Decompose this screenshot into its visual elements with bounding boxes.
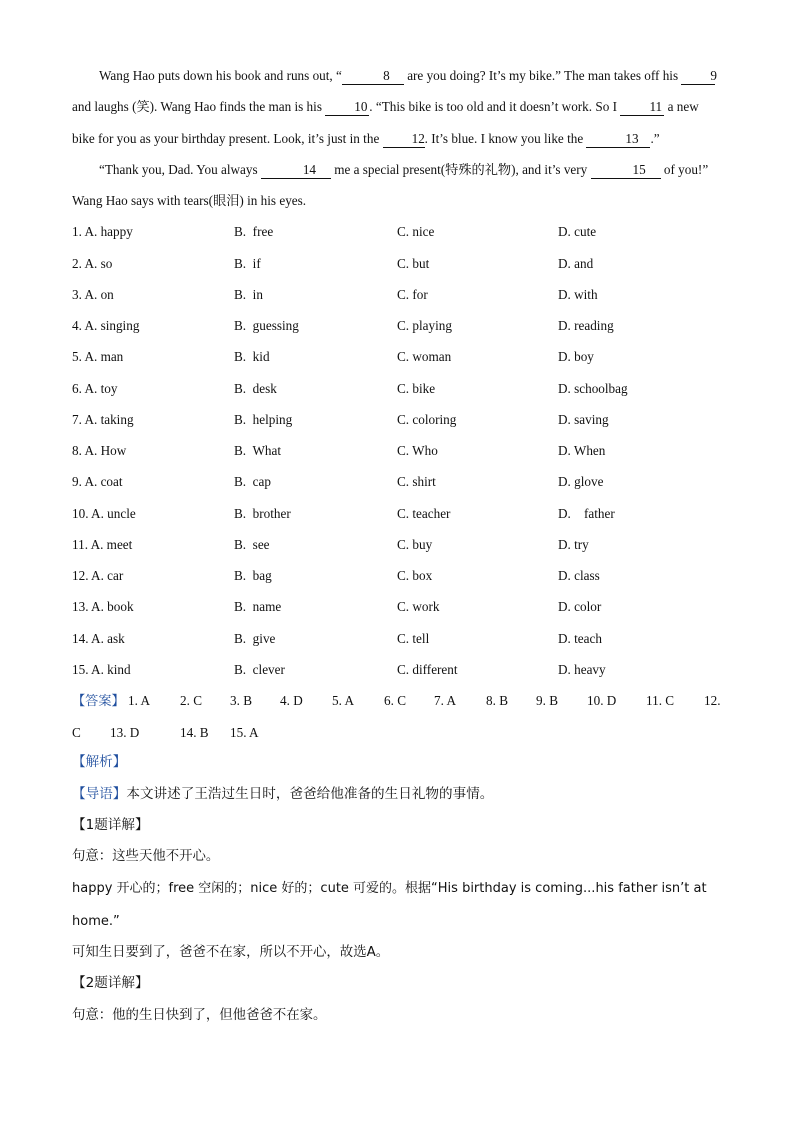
passage-text: of you!” Wang Hao says with tears(眼泪) in his eyes. bbox=[72, 161, 709, 209]
answer-item: 6. C bbox=[384, 693, 406, 709]
option-choice: D. heavy bbox=[558, 661, 606, 677]
option-choice: C. playing bbox=[397, 318, 452, 334]
option-choice: C. box bbox=[397, 568, 433, 584]
option-choice: C. Who bbox=[397, 443, 438, 459]
option-row bbox=[72, 466, 722, 497]
option-row bbox=[72, 529, 722, 560]
option-choice: D. with bbox=[558, 286, 598, 302]
option-choice: D. class bbox=[558, 568, 600, 584]
blank-12: 12 bbox=[383, 131, 425, 148]
option-choice: D. cute bbox=[558, 224, 597, 240]
passage-text: . It’s blue. I know you like the bbox=[424, 130, 587, 146]
option-choice: 15. A. kind bbox=[72, 661, 131, 677]
q2-meaning: 句意：他的生日快到了，但他爸爸不在家。 bbox=[72, 1007, 327, 1023]
intro-text: 本文讲述了王浩过生日时，爸爸给他准备的生日礼物的事情。 bbox=[126, 785, 494, 802]
option-choice: D. saving bbox=[558, 411, 609, 427]
option-choice: B. desk bbox=[234, 380, 277, 396]
answer-item: 5. A bbox=[332, 693, 354, 709]
option-choice: 6. A. toy bbox=[72, 380, 118, 396]
option-row bbox=[72, 498, 722, 529]
passage-text: and laughs (笑). Wang Hao finds the man is his bbox=[72, 99, 326, 115]
option-choice: C. nice bbox=[397, 224, 435, 240]
option-choice: 12. A. car bbox=[72, 568, 124, 584]
answer-item: 12. bbox=[704, 693, 721, 709]
option-choice: D. and bbox=[558, 255, 594, 271]
answer-item: 4. D bbox=[280, 693, 303, 709]
analysis-heading: 【解析】 bbox=[72, 754, 127, 771]
answer-item: C bbox=[72, 724, 81, 740]
option-row bbox=[72, 404, 722, 435]
option-choice: C. but bbox=[397, 255, 430, 271]
q1-explanation-2: 可知生日要到了，爸爸不在家，所以不开心，故选A。 bbox=[72, 945, 390, 961]
document-page bbox=[72, 60, 722, 1031]
option-row bbox=[72, 310, 722, 341]
answer-item: 3. B bbox=[230, 693, 252, 709]
answer-item: 7. A bbox=[434, 693, 456, 709]
option-choice: B. What bbox=[234, 443, 282, 459]
option-choice: 14. A. ask bbox=[72, 630, 125, 646]
options-list bbox=[72, 216, 722, 685]
passage-text: are you doing? It’s my bike.” The man takes off his bbox=[403, 68, 679, 83]
passage-text: a new bike for you as your birthday present. Look, it’s just in the bbox=[72, 99, 699, 146]
option-row bbox=[72, 435, 722, 466]
option-choice: D. color bbox=[558, 599, 602, 615]
option-choice: C. tell bbox=[397, 630, 430, 646]
q1-meaning: 句意：这些天他不开心。 bbox=[72, 849, 220, 865]
intro-label: 【导语】 bbox=[72, 785, 127, 802]
blank-8: 8 bbox=[342, 68, 404, 85]
option-row bbox=[72, 216, 722, 247]
blank-10: 10 bbox=[325, 99, 369, 116]
option-choice: C. work bbox=[397, 599, 440, 615]
answer-item: 15. A bbox=[230, 724, 259, 740]
option-choice: 10. A. uncle bbox=[72, 505, 136, 521]
option-choice: B. free bbox=[234, 224, 274, 240]
option-row bbox=[72, 341, 722, 372]
option-choice: C. teacher bbox=[397, 505, 451, 521]
q1-heading: 【1题详解】 bbox=[72, 816, 149, 833]
option-row bbox=[72, 654, 722, 685]
option-row bbox=[72, 279, 722, 310]
option-choice: B. name bbox=[234, 599, 282, 615]
answer-item: 13. D bbox=[110, 724, 140, 740]
option-choice: B. give bbox=[234, 630, 276, 646]
q1-explanation-text: happy 开心的；free 空闲的；nice 好的；cute 可爱的。根据“His birthday is coming...his father isn’t at home.” bbox=[72, 881, 707, 929]
option-choice: B. brother bbox=[234, 505, 291, 521]
option-choice: D. schoolbag bbox=[558, 380, 628, 396]
blank-14: 14 bbox=[261, 162, 331, 179]
option-choice: C. for bbox=[397, 286, 428, 302]
option-choice: 4. A. singing bbox=[72, 318, 140, 334]
option-choice: D. try bbox=[558, 536, 589, 552]
passage-paragraph-2 bbox=[72, 154, 722, 217]
answer-item: 11. C bbox=[646, 693, 675, 709]
option-choice: C. buy bbox=[397, 536, 433, 552]
option-row bbox=[72, 623, 722, 654]
passage-text: .” bbox=[650, 130, 660, 146]
passage-text: “Thank you, Dad. You always bbox=[99, 161, 261, 177]
q1-explanation-1 bbox=[72, 872, 722, 937]
option-row bbox=[72, 591, 722, 622]
option-choice: B. if bbox=[234, 255, 261, 271]
option-choice: B. guessing bbox=[234, 318, 299, 334]
answer-item: 9. B bbox=[536, 693, 558, 709]
blank-11: 11 bbox=[620, 99, 664, 116]
answer-item: 2. C bbox=[180, 693, 202, 709]
option-choice: B. cap bbox=[234, 474, 271, 490]
option-choice: 1. A. happy bbox=[72, 224, 133, 240]
option-choice: C. different bbox=[397, 661, 458, 677]
option-choice: 13. A. book bbox=[72, 599, 134, 615]
option-choice: C. woman bbox=[397, 349, 452, 365]
option-choice: D. boy bbox=[558, 349, 594, 365]
blank-9: 9 bbox=[681, 68, 715, 85]
option-choice: D. reading bbox=[558, 318, 614, 334]
answer-item: 10. D bbox=[587, 693, 617, 709]
option-choice: C. bike bbox=[397, 380, 436, 396]
passage-paragraph-1 bbox=[72, 60, 722, 154]
option-row bbox=[72, 560, 722, 591]
option-choice: B. bag bbox=[234, 568, 272, 584]
option-choice: D. teach bbox=[558, 630, 602, 646]
option-choice: 9. A. coat bbox=[72, 474, 123, 490]
option-choice: D. father bbox=[558, 505, 615, 521]
option-choice: 8. A. How bbox=[72, 443, 127, 459]
blank-13: 13 bbox=[586, 131, 650, 148]
option-choice: 11. A. meet bbox=[72, 536, 133, 552]
option-row bbox=[72, 373, 722, 404]
answer-key bbox=[72, 685, 722, 747]
blank-15: 15 bbox=[591, 162, 661, 179]
answer-item: 8. B bbox=[486, 693, 508, 709]
option-choice: D. When bbox=[558, 443, 606, 459]
option-choice: B. helping bbox=[234, 411, 293, 427]
option-choice: 7. A. taking bbox=[72, 411, 134, 427]
passage-text: . “This bike is too old and it doesn’t work. So I bbox=[369, 99, 621, 115]
passage-text: Wang Hao puts down his book and runs out, “ bbox=[99, 68, 342, 83]
option-choice: 5. A. man bbox=[72, 349, 124, 365]
passage-text: me a special present(特殊的礼物), and it’s very bbox=[330, 161, 591, 177]
q2-heading: 【2题详解】 bbox=[72, 975, 149, 992]
option-choice: C. shirt bbox=[397, 474, 436, 490]
option-row bbox=[72, 248, 722, 279]
option-choice: B. clever bbox=[234, 661, 285, 677]
option-choice: B. see bbox=[234, 536, 270, 552]
option-choice: C. coloring bbox=[397, 411, 457, 427]
option-choice: B. kid bbox=[234, 349, 270, 365]
option-choice: D. glove bbox=[558, 474, 604, 490]
answer-label: 【答案】 bbox=[72, 693, 125, 709]
option-choice: 3. A. on bbox=[72, 286, 114, 302]
intro-line bbox=[72, 779, 722, 810]
option-choice: B. in bbox=[234, 286, 263, 302]
option-choice: 2. A. so bbox=[72, 255, 113, 271]
answer-item: 14. B bbox=[180, 724, 209, 740]
answer-item: 1. A bbox=[128, 693, 150, 709]
